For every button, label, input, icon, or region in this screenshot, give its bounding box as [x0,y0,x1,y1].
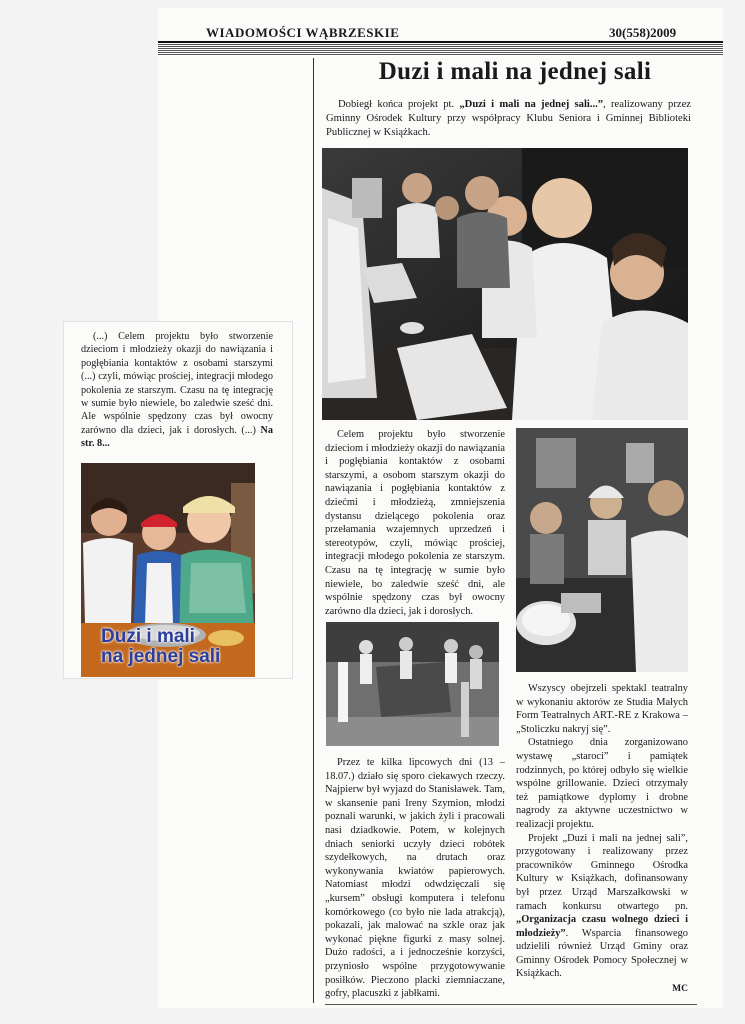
clipping-excerpt: (...) Celem projektu było stworzenie dzieciom i młodzieży okazji do nawiązania i pogłębiania kontaktów z osobami starszymi (...) czyli, mówiąc prościej, integracji młodego pokolenia ze starszym. Czasu na tę integrację w sumie było niewiele, bo zaledwie sześć dni. Ale wspólnie spędzony czas był owocny zarówno dla dzieci, jak i dorosłych. (...) [81,331,273,436]
clipping-text [81,330,273,451]
competition-name: „Organizacja czasu wolnego dzieci i młodzieży” [516,914,688,939]
masthead-title: WIADOMOŚCI WĄBRZESKIE [206,25,400,40]
lead-project-title: „Duzi i mali na jednej sali...” [459,99,604,110]
article-column-2 [516,682,688,997]
photo-title-line-1: Duzi i mali [101,626,195,647]
lead-text-end: , realizowany przez Gminny Ośrodek Kultury przy współpracy Klubu Seniora i Gminnej Biblioteki Publicznej w Książkach. [326,99,691,138]
article-paragraph-5: Projekt „Duzi i mali na jednej sali”, przygotowany i realizowany przez pracowników Gminnego Ośrodka Kultury w Książkach, dofinansowany był przez Urząd Marszałkowski w ramach konkursu otwartego pn. [516,832,688,912]
outdoor-game-photo [326,622,499,746]
photo-title-line-2: na jednej sali [101,646,221,667]
article-paragraph-3: Wszyscy obejrzeli spektakl teatralny w wykonaniu aktorów ze Studia Małych Form Teatralnych ART.-RE z Krakowa – „Stoliczku nakryj się”. [516,683,688,735]
article-paragraph-2: Przez te kilka lipcowych dni (13 – 18.07.) działo się sporo ciekawych rzeczy. Najpierw był wyjazd do Stanisławek. Tam, w skansenie pani Ireny Szymion, młodzi poznali warunki, w jakich żyli i pracowali nasi dziadkowie. Potem, w kolejnych dniach seniorki uczyły dzieci robótek szydełkowych, na drutach oraz wykonywania kwiatów papierowych. Natomiast młodzi odwdzięczali się „kursem” obsługi komputera i telefonu komórkowego (co było nie lada atrakcją), pokazali, jak malować na szkle oraz jak wykonać piękne figurki z masy solnej. Dużo radości, a i jednocześnie korzyści, przyniosło wspólne przygotowywanie posiłków. Pieczono placki ziemniaczane, gofry, placuszki z jabłkami. [325,757,505,1000]
front-page-clipping [64,322,292,678]
cooking-photo [516,428,688,672]
article-column-1b [325,756,505,1001]
article-lead [326,98,691,140]
clipping-photo-title [101,627,220,667]
article-paragraph-1: Celem projektu było stworzenie dzieciom i młodzieży okazji do nawiązania i pogłębiania kontaktów z osobami starszymi, a osobom starszym okazji do nawiązania i pogłębiania kontaktów z dziećmi i młodzieżą, zmniejszenia dystansu dzielącego pokolenia oraz przełamania wzajemnych uprzedzeń i stereotypów, czyli, mówiąc prościej, integracji młodego pokolenia ze starszym. Czasu na tę integrację w sumie było niewiele, bo zaledwie sześć dni, ale wspólnie spędzony czas był owocny zarówno dla dzieci, jak i dorosłych. [325,429,505,617]
computer-class-photo [322,148,688,420]
author-signature: MC [672,984,688,995]
issue-number: 30(558)2009 [609,25,677,40]
lead-text: Dobiegł końca projekt pt. [338,99,460,110]
clipping-photo [81,463,255,677]
column-divider [313,58,314,1003]
article-column-1 [325,428,505,618]
continued-on-page-8: Na str. 8... [81,424,273,450]
article-headline: Duzi i mali na jednej sali [378,58,652,85]
article-paragraph-5-end: . Wsparcia finansowego udzielili również Urząd Gminy oraz Gminny Ośrodek Pomocy Społecznej w Książkach. [516,927,688,980]
page-bottom-rule [325,1004,697,1005]
article-paragraph-4: Ostatniego dnia zorganizowano wystawę „staroci” i pamiątek rodzinnych, po której odbyło się wielkie wspólne grillowanie. Dzieci otrzymały też pamiątkowe dyplomy i drobne nagrody za aktywne uczestnictwo w realizacji projektu. [516,737,688,830]
masthead-stripe-rule [158,43,723,55]
